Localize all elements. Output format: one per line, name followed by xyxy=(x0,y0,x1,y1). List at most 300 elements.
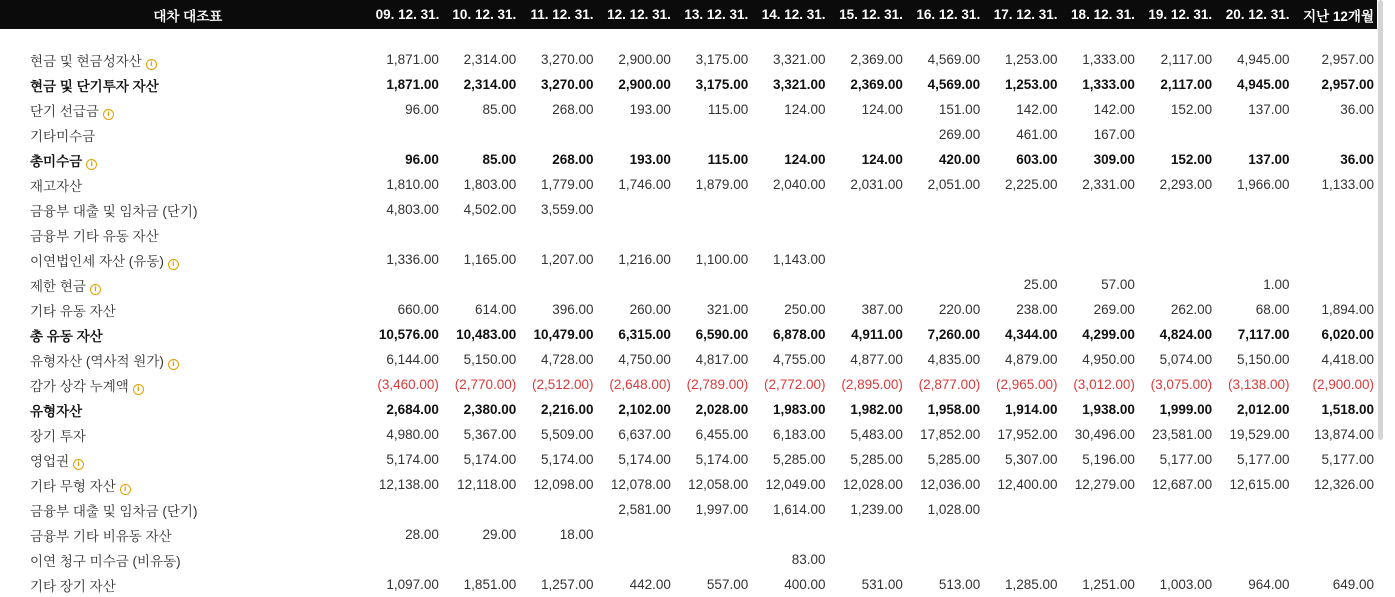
value-cell: 6,878.00 xyxy=(772,327,826,342)
value-cell: 4,950.00 xyxy=(1082,352,1135,367)
spacer-row xyxy=(0,29,1377,47)
value-cell: 12,326.00 xyxy=(1313,477,1374,492)
info-icon[interactable]: i xyxy=(133,384,144,395)
value-cell: 151.00 xyxy=(938,102,981,117)
value-cell: 262.00 xyxy=(1170,302,1213,317)
value-cell: 4,835.00 xyxy=(927,352,981,367)
value-cell: 137.00 xyxy=(1248,152,1290,167)
period-header[interactable]: 12. 12. 31. xyxy=(607,7,671,22)
value-cell: (3,012.00) xyxy=(1073,377,1135,392)
value-cell: 23,581.00 xyxy=(1152,427,1213,442)
value-cell: 5,150.00 xyxy=(463,352,517,367)
value-cell: 12,036.00 xyxy=(920,477,981,492)
table-row xyxy=(0,222,1377,247)
value-cell xyxy=(1138,522,1215,547)
info-icon[interactable]: i xyxy=(146,59,157,70)
value-cell: 30,496.00 xyxy=(1074,427,1135,442)
value-cell: 6,637.00 xyxy=(618,427,671,442)
header-label: 대차 대조표 xyxy=(153,8,223,24)
value-cell xyxy=(597,222,674,247)
value-cell: 1,253.00 xyxy=(1004,77,1058,92)
value-cell: 6,315.00 xyxy=(618,327,671,342)
value-cell: 12,615.00 xyxy=(1229,477,1290,492)
table-row xyxy=(0,147,1377,172)
period-header[interactable]: 13. 12. 31. xyxy=(684,7,749,22)
value-cell xyxy=(1293,547,1377,572)
value-cell xyxy=(519,497,596,522)
value-cell: 142.00 xyxy=(1016,102,1058,117)
value-cell: (2,772.00) xyxy=(764,377,826,392)
value-cell: 167.00 xyxy=(1093,127,1135,142)
table-row xyxy=(0,297,1377,322)
value-cell xyxy=(906,547,983,572)
value-cell: 85.00 xyxy=(482,102,517,117)
table-row xyxy=(0,47,1377,72)
value-cell: 4,502.00 xyxy=(463,202,517,217)
value-cell: 5,174.00 xyxy=(695,452,749,467)
value-cell xyxy=(674,547,751,572)
value-cell: 1,518.00 xyxy=(1321,402,1374,417)
value-cell xyxy=(1215,247,1292,272)
value-cell: 4,980.00 xyxy=(386,427,439,442)
value-cell xyxy=(983,222,1060,247)
value-cell xyxy=(1293,247,1377,272)
value-cell: 1,333.00 xyxy=(1082,52,1135,67)
value-cell: (2,789.00) xyxy=(686,377,749,392)
value-cell: (2,512.00) xyxy=(532,377,594,392)
value-cell: 5,174.00 xyxy=(541,452,594,467)
value-cell: 3,321.00 xyxy=(772,52,826,67)
value-cell: 96.00 xyxy=(405,102,439,117)
row-label: 제한 현금 xyxy=(30,278,86,294)
row-label-cell xyxy=(0,297,376,322)
value-cell: 12,118.00 xyxy=(457,477,517,492)
row-label-cell xyxy=(0,522,376,547)
value-cell: 12,028.00 xyxy=(842,477,903,492)
value-cell: (2,900.00) xyxy=(1312,377,1374,392)
value-cell: 4,755.00 xyxy=(772,352,826,367)
value-cell xyxy=(829,522,906,547)
row-label: 총 유동 자산 xyxy=(30,328,103,344)
row-label: 현금 및 단기투자 자산 xyxy=(30,78,159,94)
value-cell: 4,750.00 xyxy=(618,352,671,367)
value-cell xyxy=(1061,247,1138,272)
value-cell: 2,369.00 xyxy=(850,52,903,67)
row-label: 기타 무형 자산 xyxy=(30,478,116,494)
value-cell: 614.00 xyxy=(474,302,517,317)
value-cell xyxy=(829,547,906,572)
vertical-scrollbar[interactable] xyxy=(1378,0,1383,440)
value-cell: 1,165.00 xyxy=(463,252,517,267)
row-label: 유형자산 (역사적 원가) xyxy=(30,353,164,369)
table-row xyxy=(0,547,1377,572)
value-cell xyxy=(1293,272,1377,297)
row-label: 단기 선급금 xyxy=(30,103,99,119)
value-cell: 4,817.00 xyxy=(695,352,749,367)
value-cell xyxy=(751,197,828,222)
info-icon[interactable]: i xyxy=(168,259,179,270)
value-cell: 3,175.00 xyxy=(695,52,749,67)
value-cell: 2,314.00 xyxy=(463,52,517,67)
value-cell: 1,143.00 xyxy=(772,252,826,267)
value-cell xyxy=(751,272,828,297)
value-cell xyxy=(1215,547,1292,572)
value-cell: 268.00 xyxy=(552,102,594,117)
value-cell: 1,966.00 xyxy=(1236,177,1290,192)
period-header[interactable]: 09. 12. 31. xyxy=(375,7,440,22)
value-cell: 309.00 xyxy=(1093,152,1135,167)
value-cell: 1,336.00 xyxy=(386,252,439,267)
value-cell: 1,207.00 xyxy=(541,252,594,267)
value-cell: 6,455.00 xyxy=(695,427,749,442)
value-cell: 1,914.00 xyxy=(1004,402,1058,417)
value-cell: 4,945.00 xyxy=(1236,52,1290,67)
value-cell xyxy=(376,222,442,247)
info-icon[interactable]: i xyxy=(73,459,84,470)
value-cell: 1,851.00 xyxy=(463,577,517,592)
row-label: 유형자산 xyxy=(30,403,83,419)
row-label-cell xyxy=(0,472,376,497)
row-label-cell xyxy=(0,447,376,472)
value-cell: 18.00 xyxy=(559,527,594,542)
value-cell: 12,078.00 xyxy=(610,477,671,492)
value-cell: 2,369.00 xyxy=(850,77,903,92)
value-cell xyxy=(1215,522,1292,547)
value-cell: 5,196.00 xyxy=(1082,452,1135,467)
value-cell xyxy=(442,122,519,147)
row-label-cell xyxy=(0,272,376,297)
row-label-cell xyxy=(0,372,376,397)
value-cell: 5,174.00 xyxy=(386,452,439,467)
value-cell: (2,770.00) xyxy=(454,377,517,392)
value-cell xyxy=(674,272,751,297)
row-label: 금융부 기타 비유동 자산 xyxy=(30,528,172,544)
value-cell xyxy=(442,272,519,297)
value-cell xyxy=(519,222,596,247)
value-cell: 13,874.00 xyxy=(1313,427,1374,442)
value-cell xyxy=(519,272,596,297)
value-cell xyxy=(983,522,1060,547)
row-label: 금융부 기타 유동 자산 xyxy=(30,228,159,244)
row-label: 기타 장기 자산 xyxy=(30,578,116,594)
value-cell: 964.00 xyxy=(1248,577,1290,592)
value-cell: 5,483.00 xyxy=(850,427,903,442)
value-cell: 2,012.00 xyxy=(1236,402,1290,417)
value-cell xyxy=(442,547,519,572)
period-header[interactable]: 16. 12. 31. xyxy=(916,7,981,22)
value-cell xyxy=(674,222,751,247)
value-cell: 124.00 xyxy=(861,102,903,117)
value-cell: 4,803.00 xyxy=(386,202,439,217)
value-cell: 12,098.00 xyxy=(533,477,594,492)
value-cell: 531.00 xyxy=(861,577,903,592)
value-cell: 1,003.00 xyxy=(1159,577,1213,592)
table-row xyxy=(0,522,1377,547)
value-cell: 1,333.00 xyxy=(1082,77,1135,92)
value-cell: 1,997.00 xyxy=(695,502,749,517)
value-cell: 5,285.00 xyxy=(850,452,903,467)
table-row xyxy=(0,572,1377,597)
table-row xyxy=(0,172,1377,197)
value-cell: 12,687.00 xyxy=(1152,477,1213,492)
value-cell: 12,279.00 xyxy=(1074,477,1135,492)
value-cell: 2,031.00 xyxy=(850,177,903,192)
value-cell: 461.00 xyxy=(1016,127,1058,142)
table-row xyxy=(0,372,1377,397)
table-row xyxy=(0,447,1377,472)
value-cell: 25.00 xyxy=(1023,277,1058,292)
value-cell xyxy=(1138,547,1215,572)
value-cell xyxy=(1293,522,1377,547)
value-cell: 10,576.00 xyxy=(378,327,439,342)
value-cell: 4,344.00 xyxy=(1004,327,1058,342)
value-cell: (3,460.00) xyxy=(377,377,439,392)
row-label: 이연법인세 자산 (유동) xyxy=(30,253,164,269)
value-cell xyxy=(1293,197,1377,222)
value-cell: 124.00 xyxy=(784,152,826,167)
value-cell: (2,895.00) xyxy=(841,377,903,392)
row-label-cell xyxy=(0,397,376,422)
value-cell: 1,894.00 xyxy=(1321,302,1374,317)
value-cell xyxy=(751,222,828,247)
row-label-cell xyxy=(0,547,376,572)
value-cell: 152.00 xyxy=(1170,102,1213,117)
value-cell: (2,648.00) xyxy=(609,377,671,392)
value-cell: 2,380.00 xyxy=(463,402,517,417)
value-cell xyxy=(829,122,906,147)
value-cell: 1,982.00 xyxy=(850,402,903,417)
info-icon[interactable]: i xyxy=(90,284,101,295)
value-cell: 10,483.00 xyxy=(456,327,517,342)
value-cell xyxy=(906,222,983,247)
value-cell: 6,144.00 xyxy=(386,352,439,367)
value-cell: 1,251.00 xyxy=(1082,577,1135,592)
period-header[interactable]: 10. 12. 31. xyxy=(452,7,517,22)
table-row xyxy=(0,272,1377,297)
value-cell: 1,216.00 xyxy=(618,252,671,267)
row-label-cell xyxy=(0,147,376,172)
info-icon[interactable]: i xyxy=(168,359,179,370)
value-cell: 1,746.00 xyxy=(618,177,671,192)
value-cell: 557.00 xyxy=(706,577,749,592)
row-label-cell xyxy=(0,172,376,197)
row-label: 기타 유동 자산 xyxy=(30,303,116,319)
row-label-cell xyxy=(0,322,376,347)
value-cell: 7,260.00 xyxy=(927,327,981,342)
info-icon[interactable]: i xyxy=(120,484,131,495)
value-cell xyxy=(1138,222,1215,247)
row-label-cell xyxy=(0,572,376,597)
value-cell: 513.00 xyxy=(938,577,981,592)
period-header[interactable]: 14. 12. 31. xyxy=(761,7,826,22)
value-cell: 85.00 xyxy=(482,152,517,167)
value-cell: 1,983.00 xyxy=(772,402,826,417)
value-cell: 1,257.00 xyxy=(541,577,594,592)
value-cell xyxy=(597,547,674,572)
value-cell xyxy=(1061,497,1138,522)
value-cell xyxy=(1215,497,1292,522)
value-cell: 115.00 xyxy=(707,102,749,117)
value-cell: 17,952.00 xyxy=(997,427,1058,442)
table-row xyxy=(0,72,1377,97)
table-row xyxy=(0,122,1377,147)
value-cell xyxy=(751,122,828,147)
value-cell: 17,852.00 xyxy=(920,427,981,442)
value-cell xyxy=(906,522,983,547)
row-label-cell xyxy=(0,347,376,372)
value-cell: 3,270.00 xyxy=(541,52,594,67)
value-cell xyxy=(674,197,751,222)
value-cell: 4,299.00 xyxy=(1082,327,1135,342)
row-label-cell xyxy=(0,497,376,522)
value-cell xyxy=(519,547,596,572)
value-cell: 6,020.00 xyxy=(1321,327,1374,342)
period-header[interactable]: 17. 12. 31. xyxy=(993,7,1058,22)
row-label-cell xyxy=(0,97,376,122)
value-cell: (3,075.00) xyxy=(1150,377,1213,392)
value-cell xyxy=(1293,122,1377,147)
value-cell: 4,945.00 xyxy=(1236,77,1290,92)
value-cell: 1,285.00 xyxy=(1004,577,1058,592)
table-row xyxy=(0,97,1377,122)
value-cell xyxy=(1061,522,1138,547)
table-row xyxy=(0,497,1377,522)
value-cell xyxy=(829,272,906,297)
value-cell xyxy=(1215,197,1292,222)
value-cell xyxy=(1061,222,1138,247)
value-cell xyxy=(983,497,1060,522)
value-cell: 29.00 xyxy=(482,527,517,542)
period-header[interactable]: 20. 12. 31. xyxy=(1225,7,1290,22)
value-cell: 387.00 xyxy=(861,302,903,317)
table-row xyxy=(0,397,1377,422)
row-label-cell xyxy=(0,47,376,72)
value-cell xyxy=(442,222,519,247)
period-header[interactable]: 19. 12. 31. xyxy=(1148,7,1213,22)
value-cell: 4,728.00 xyxy=(541,352,594,367)
value-cell: 193.00 xyxy=(629,102,671,117)
value-cell xyxy=(1215,122,1292,147)
value-cell: 2,900.00 xyxy=(618,52,671,67)
value-cell: 2,051.00 xyxy=(927,177,981,192)
value-cell: 2,102.00 xyxy=(618,402,671,417)
value-cell: 4,877.00 xyxy=(850,352,903,367)
value-cell: 4,824.00 xyxy=(1159,327,1213,342)
value-cell: 4,569.00 xyxy=(927,77,981,92)
value-cell: 3,175.00 xyxy=(695,77,749,92)
value-cell: 396.00 xyxy=(552,302,594,317)
row-label-cell xyxy=(0,247,376,272)
value-cell xyxy=(674,522,751,547)
value-cell: 1,097.00 xyxy=(386,577,439,592)
value-cell: 5,367.00 xyxy=(463,427,517,442)
value-cell: 660.00 xyxy=(397,302,439,317)
value-cell: 137.00 xyxy=(1248,102,1290,117)
value-cell: 1,028.00 xyxy=(927,502,981,517)
value-cell xyxy=(983,197,1060,222)
value-cell: 2,293.00 xyxy=(1159,177,1213,192)
value-cell: 152.00 xyxy=(1170,152,1213,167)
table-row xyxy=(0,247,1377,272)
value-cell: 115.00 xyxy=(707,152,749,167)
period-header[interactable]: 지난 12개월 xyxy=(1303,8,1374,24)
table-row xyxy=(0,322,1377,347)
value-cell xyxy=(1215,222,1292,247)
value-cell: 1,871.00 xyxy=(386,52,439,67)
value-cell: 124.00 xyxy=(861,152,903,167)
value-cell: 442.00 xyxy=(629,577,671,592)
value-cell xyxy=(519,122,596,147)
period-header[interactable]: 18. 12. 31. xyxy=(1071,7,1135,22)
value-cell xyxy=(1061,547,1138,572)
value-cell: 36.00 xyxy=(1340,102,1374,117)
value-cell: 5,177.00 xyxy=(1159,452,1213,467)
value-cell: 250.00 xyxy=(784,302,826,317)
value-cell: 1,100.00 xyxy=(695,252,749,267)
value-cell: 5,174.00 xyxy=(618,452,671,467)
value-cell: 2,581.00 xyxy=(618,502,671,517)
value-cell: 7,117.00 xyxy=(1237,327,1290,342)
period-header[interactable]: 11. 12. 31. xyxy=(530,7,594,22)
value-cell xyxy=(751,522,828,547)
value-cell: 1,810.00 xyxy=(386,177,439,192)
value-cell: 5,509.00 xyxy=(541,427,594,442)
value-cell: 124.00 xyxy=(784,102,826,117)
value-cell: (2,965.00) xyxy=(995,377,1058,392)
value-cell: 268.00 xyxy=(552,152,594,167)
value-cell: 2,957.00 xyxy=(1321,52,1374,67)
value-cell: 3,559.00 xyxy=(541,202,594,217)
value-cell xyxy=(1138,497,1215,522)
info-icon[interactable]: i xyxy=(103,109,114,120)
value-cell: 3,321.00 xyxy=(772,77,826,92)
value-cell: 2,314.00 xyxy=(463,77,517,92)
value-cell: 1.00 xyxy=(1263,277,1290,292)
value-cell: 5,150.00 xyxy=(1236,352,1290,367)
value-cell: 5,307.00 xyxy=(1004,452,1058,467)
value-cell: 1,871.00 xyxy=(386,77,439,92)
value-cell: 2,040.00 xyxy=(772,177,826,192)
value-cell: 2,331.00 xyxy=(1082,177,1135,192)
value-cell: 12,049.00 xyxy=(765,477,826,492)
value-cell: 4,569.00 xyxy=(927,52,981,67)
value-cell xyxy=(1138,247,1215,272)
row-label: 장기 투자 xyxy=(30,428,86,444)
value-cell: 36.00 xyxy=(1340,152,1374,167)
value-cell xyxy=(376,122,442,147)
value-cell: 96.00 xyxy=(405,152,439,167)
value-cell xyxy=(983,247,1060,272)
value-cell: 321.00 xyxy=(706,302,749,317)
value-cell: 5,285.00 xyxy=(772,452,826,467)
value-cell xyxy=(442,497,519,522)
row-label: 금융부 대출 및 임차금 (단기) xyxy=(30,203,198,219)
value-cell: 4,418.00 xyxy=(1321,352,1374,367)
value-cell: 28.00 xyxy=(405,527,439,542)
value-cell: 68.00 xyxy=(1255,302,1290,317)
value-cell xyxy=(906,197,983,222)
value-cell: 3,270.00 xyxy=(541,77,594,92)
value-cell: 1,879.00 xyxy=(695,177,749,192)
value-cell xyxy=(829,247,906,272)
value-cell xyxy=(906,247,983,272)
period-header[interactable]: 15. 12. 31. xyxy=(839,7,903,22)
value-cell xyxy=(597,197,674,222)
value-cell: 1,239.00 xyxy=(850,502,903,517)
value-cell: 1,938.00 xyxy=(1082,402,1135,417)
info-icon[interactable]: i xyxy=(86,159,97,170)
table-row xyxy=(0,197,1377,222)
